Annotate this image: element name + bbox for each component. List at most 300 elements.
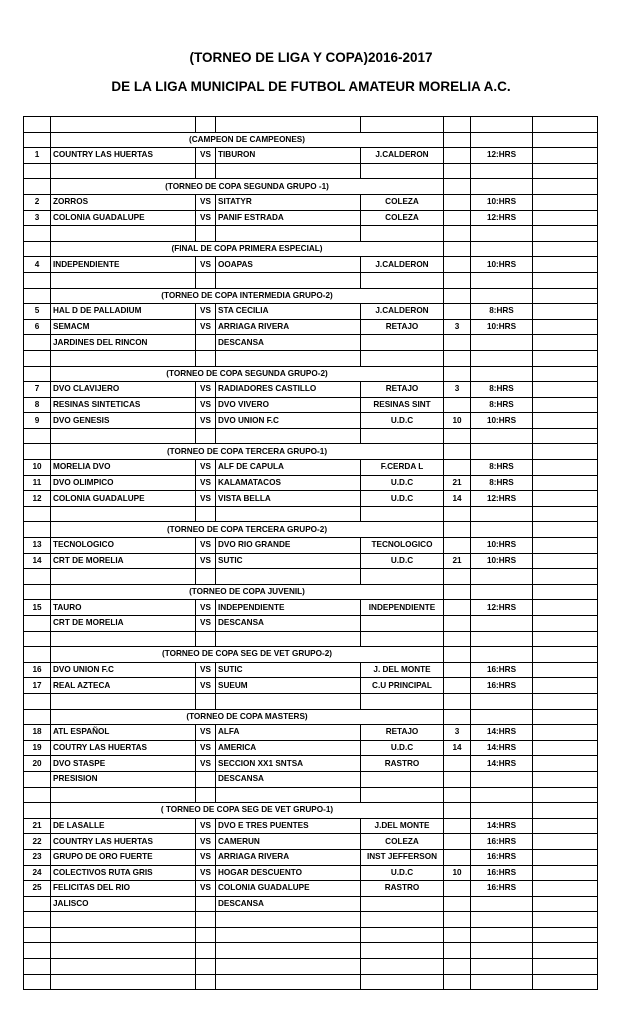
field-number: 21 (444, 475, 471, 491)
empty-cell (533, 257, 598, 273)
match-time: 16:HRS (471, 881, 533, 897)
venue-name: RESINAS SINT (361, 397, 444, 413)
home-team: REAL AZTECA (51, 678, 196, 694)
match-row (24, 600, 598, 616)
venue-name: U.D.C (361, 553, 444, 569)
vs-label: VS (196, 678, 216, 694)
match-row (24, 756, 598, 772)
match-row (24, 413, 598, 429)
match-time: 16:HRS (471, 834, 533, 850)
venue-name: TECNOLOGICO (361, 538, 444, 554)
empty-cell (444, 803, 471, 819)
empty-cell (533, 974, 598, 990)
empty-cell (533, 725, 598, 741)
field-number (444, 600, 471, 616)
empty-cell (216, 117, 361, 133)
match-time: 10:HRS (471, 319, 533, 335)
section-header-row (24, 132, 598, 148)
venue-name: RASTRO (361, 881, 444, 897)
venue-name: U.D.C (361, 740, 444, 756)
empty-cell (444, 444, 471, 460)
home-team: JARDINES DEL RINCON (51, 335, 196, 351)
empty-cell (216, 226, 361, 242)
away-team: ALF DE CAPULA (216, 460, 361, 476)
field-number (444, 616, 471, 632)
empty-cell (444, 912, 471, 928)
empty-cell (51, 163, 196, 179)
match-time: 16:HRS (471, 849, 533, 865)
section-header: ( TORNEO DE COPA SEG DE VET GRUPO-1) (51, 803, 444, 819)
empty-cell (444, 226, 471, 242)
venue-name: F.CERDA L (361, 460, 444, 476)
empty-cell (196, 163, 216, 179)
empty-cell (533, 616, 598, 632)
empty-cell (216, 974, 361, 990)
home-team: INDEPENDIENTE (51, 257, 196, 273)
home-team: JALISCO (51, 896, 196, 912)
home-team: ZORROS (51, 194, 196, 210)
document-title: (TORNEO DE LIGA Y COPA)2016-2017 (189, 50, 433, 65)
match-number (24, 771, 51, 787)
empty-cell (216, 506, 361, 522)
empty-cell (471, 132, 533, 148)
away-team: SITATYR (216, 194, 361, 210)
away-team: COLONIA GUADALUPE (216, 881, 361, 897)
section-header: (TORNEO DE COPA JUVENIL) (51, 584, 444, 600)
match-number (24, 616, 51, 632)
away-team: DESCANSA (216, 771, 361, 787)
home-team: SEMACM (51, 319, 196, 335)
empty-cell (533, 241, 598, 257)
venue-name: J.CALDERON (361, 304, 444, 320)
empty-cell (361, 350, 444, 366)
home-team: CRT DE MORELIA (51, 616, 196, 632)
empty-cell (51, 569, 196, 585)
match-number: 11 (24, 475, 51, 491)
empty-cell (471, 709, 533, 725)
away-team: DVO E TRES PUENTES (216, 818, 361, 834)
away-team: DVO RIO GRANDE (216, 538, 361, 554)
blank-row (24, 226, 598, 242)
home-team: CRT DE MORELIA (51, 553, 196, 569)
match-time: 16:HRS (471, 865, 533, 881)
match-number: 3 (24, 210, 51, 226)
empty-cell (24, 506, 51, 522)
empty-cell (471, 803, 533, 819)
home-team: PRESISION (51, 771, 196, 787)
away-team: SUEUM (216, 678, 361, 694)
empty-cell (361, 163, 444, 179)
field-number (444, 460, 471, 476)
empty-cell (24, 272, 51, 288)
match-number: 6 (24, 319, 51, 335)
venue-name: RETAJO (361, 319, 444, 335)
field-number (444, 756, 471, 772)
vs-label: VS (196, 397, 216, 413)
empty-cell (533, 818, 598, 834)
vs-label: VS (196, 210, 216, 226)
field-number (444, 849, 471, 865)
empty-cell (361, 974, 444, 990)
empty-cell (471, 288, 533, 304)
empty-cell (533, 272, 598, 288)
empty-cell (444, 350, 471, 366)
empty-cell (533, 756, 598, 772)
match-time (471, 896, 533, 912)
number-cell (24, 241, 51, 257)
empty-cell (196, 787, 216, 803)
blank-row (24, 787, 598, 803)
home-team: DVO GENESIS (51, 413, 196, 429)
field-number (444, 194, 471, 210)
match-time: 8:HRS (471, 304, 533, 320)
match-row (24, 771, 598, 787)
empty-cell (533, 959, 598, 975)
vs-label: VS (196, 616, 216, 632)
empty-cell (361, 428, 444, 444)
section-header: (TORNEO DE COPA SEG DE VET GRUPO-2) (51, 647, 444, 663)
empty-cell (444, 943, 471, 959)
empty-cell (24, 959, 51, 975)
match-row (24, 194, 598, 210)
empty-cell (533, 849, 598, 865)
section-header-row (24, 522, 598, 538)
document-subtitle: DE LA LIGA MUNICIPAL DE FUTBOL AMATEUR MORELIA A.C. (111, 79, 511, 94)
away-team: INDEPENDIENTE (216, 600, 361, 616)
section-header-row (24, 647, 598, 663)
match-number: 25 (24, 881, 51, 897)
empty-cell (533, 397, 598, 413)
section-header-row (24, 444, 598, 460)
home-team: HAL D DE PALLADIUM (51, 304, 196, 320)
away-team: SUTIC (216, 662, 361, 678)
home-team: DVO STASPE (51, 756, 196, 772)
home-team: DVO CLAVIJERO (51, 382, 196, 398)
empty-cell (444, 179, 471, 195)
empty-cell (196, 927, 216, 943)
empty-cell (361, 631, 444, 647)
empty-cell (361, 959, 444, 975)
empty-cell (51, 506, 196, 522)
number-cell (24, 709, 51, 725)
vs-label: VS (196, 475, 216, 491)
match-number: 19 (24, 740, 51, 756)
match-time: 10:HRS (471, 194, 533, 210)
away-team: CAMERUN (216, 834, 361, 850)
empty-cell (471, 506, 533, 522)
empty-cell (24, 943, 51, 959)
match-time: 10:HRS (471, 257, 533, 273)
empty-cell (533, 163, 598, 179)
section-header-row (24, 709, 598, 725)
match-number: 23 (24, 849, 51, 865)
home-team: ATL ESPAÑOL (51, 725, 196, 741)
empty-cell (51, 927, 196, 943)
empty-cell (196, 117, 216, 133)
match-time: 8:HRS (471, 382, 533, 398)
empty-cell (444, 132, 471, 148)
match-time: 14:HRS (471, 818, 533, 834)
match-number: 4 (24, 257, 51, 273)
match-row (24, 335, 598, 351)
match-row (24, 319, 598, 335)
empty-cell (533, 132, 598, 148)
empty-cell (24, 787, 51, 803)
vs-label: VS (196, 740, 216, 756)
vs-label: VS (196, 148, 216, 164)
away-team: RADIADORES CASTILLO (216, 382, 361, 398)
empty-cell (24, 693, 51, 709)
empty-cell (361, 272, 444, 288)
number-cell (24, 288, 51, 304)
empty-cell (444, 569, 471, 585)
match-number: 17 (24, 678, 51, 694)
vs-label: VS (196, 304, 216, 320)
vs-label: VS (196, 849, 216, 865)
field-number: 21 (444, 553, 471, 569)
home-team: COLECTIVOS RUTA GRIS (51, 865, 196, 881)
away-team: DESCANSA (216, 335, 361, 351)
blank-row (24, 506, 598, 522)
empty-cell (196, 693, 216, 709)
empty-cell (216, 943, 361, 959)
empty-cell (533, 288, 598, 304)
empty-cell (444, 647, 471, 663)
empty-cell (471, 117, 533, 133)
home-team: COUNTRY LAS HUERTAS (51, 834, 196, 850)
blank-row (24, 569, 598, 585)
venue-name (361, 616, 444, 632)
empty-cell (471, 428, 533, 444)
field-number (444, 881, 471, 897)
empty-cell (533, 350, 598, 366)
empty-cell (533, 304, 598, 320)
empty-cell (533, 631, 598, 647)
empty-cell (471, 444, 533, 460)
number-cell (24, 522, 51, 538)
blank-row (24, 350, 598, 366)
vs-label: VS (196, 662, 216, 678)
empty-cell (533, 584, 598, 600)
empty-cell (533, 912, 598, 928)
section-header-row (24, 366, 598, 382)
match-number: 7 (24, 382, 51, 398)
vs-label: VS (196, 600, 216, 616)
empty-cell (533, 927, 598, 943)
venue-name (361, 896, 444, 912)
field-number (444, 304, 471, 320)
empty-cell (533, 787, 598, 803)
empty-cell (471, 912, 533, 928)
match-number: 10 (24, 460, 51, 476)
empty-cell (533, 117, 598, 133)
section-header: (TORNEO DE COPA SEGUNDA GRUPO -1) (51, 179, 444, 195)
empty-cell (533, 444, 598, 460)
home-team: DE LASALLE (51, 818, 196, 834)
field-number (444, 678, 471, 694)
section-header: (TORNEO DE COPA SEGUNDA GRUPO-2) (51, 366, 444, 382)
match-row (24, 397, 598, 413)
match-time: 10:HRS (471, 413, 533, 429)
match-row (24, 304, 598, 320)
home-team: COLONIA GUADALUPE (51, 210, 196, 226)
venue-name: INDEPENDIENTE (361, 600, 444, 616)
match-row (24, 460, 598, 476)
empty-cell (533, 226, 598, 242)
home-team: COUTRY LAS HUERTAS (51, 740, 196, 756)
empty-cell (471, 179, 533, 195)
away-team: DESCANSA (216, 616, 361, 632)
venue-name: J.CALDERON (361, 148, 444, 164)
venue-name: J.DEL MONTE (361, 818, 444, 834)
empty-cell (24, 117, 51, 133)
field-number: 10 (444, 413, 471, 429)
empty-cell (51, 272, 196, 288)
away-team: AMERICA (216, 740, 361, 756)
vs-label: VS (196, 538, 216, 554)
empty-cell (471, 241, 533, 257)
match-row (24, 834, 598, 850)
vs-label (196, 335, 216, 351)
section-header: (TORNEO DE COPA MASTERS) (51, 709, 444, 725)
match-time: 14:HRS (471, 740, 533, 756)
empty-cell (533, 428, 598, 444)
match-time: 16:HRS (471, 662, 533, 678)
match-row (24, 616, 598, 632)
home-team: DVO UNION F.C (51, 662, 196, 678)
empty-cell (533, 413, 598, 429)
home-team: DVO OLIMPICO (51, 475, 196, 491)
empty-cell (471, 927, 533, 943)
match-row (24, 148, 598, 164)
empty-cell (533, 600, 598, 616)
number-cell (24, 647, 51, 663)
empty-cell (533, 382, 598, 398)
match-time: 8:HRS (471, 475, 533, 491)
match-time: 12:HRS (471, 148, 533, 164)
empty-cell (444, 631, 471, 647)
section-header-row (24, 241, 598, 257)
field-number (444, 834, 471, 850)
empty-cell (444, 288, 471, 304)
home-team: MORELIA DVO (51, 460, 196, 476)
match-row (24, 257, 598, 273)
number-cell (24, 584, 51, 600)
empty-cell (196, 350, 216, 366)
away-team: SECCION XX1 SNTSA (216, 756, 361, 772)
empty-cell (216, 350, 361, 366)
number-cell (24, 132, 51, 148)
empty-cell (51, 787, 196, 803)
number-cell (24, 444, 51, 460)
field-number (444, 210, 471, 226)
match-row (24, 538, 598, 554)
empty-cell (51, 943, 196, 959)
blank-row (24, 428, 598, 444)
empty-cell (51, 226, 196, 242)
venue-name (361, 771, 444, 787)
home-team: TAURO (51, 600, 196, 616)
blank-row (24, 927, 598, 943)
away-team: ALFA (216, 725, 361, 741)
empty-cell (216, 787, 361, 803)
empty-cell (471, 272, 533, 288)
empty-cell (216, 631, 361, 647)
empty-cell (444, 584, 471, 600)
empty-cell (361, 117, 444, 133)
venue-name: J.CALDERON (361, 257, 444, 273)
venue-name: RETAJO (361, 725, 444, 741)
empty-cell (444, 117, 471, 133)
field-number (444, 257, 471, 273)
field-number: 10 (444, 865, 471, 881)
empty-cell (471, 522, 533, 538)
away-team: STA CECILIA (216, 304, 361, 320)
empty-cell (533, 647, 598, 663)
empty-cell (196, 631, 216, 647)
blank-row (24, 912, 598, 928)
vs-label: VS (196, 756, 216, 772)
match-time (471, 335, 533, 351)
match-time: 12:HRS (471, 210, 533, 226)
match-number (24, 896, 51, 912)
field-number (444, 397, 471, 413)
field-number: 3 (444, 319, 471, 335)
away-team: DESCANSA (216, 896, 361, 912)
away-team: OOAPAS (216, 257, 361, 273)
empty-cell (51, 350, 196, 366)
field-number: 3 (444, 725, 471, 741)
vs-label: VS (196, 382, 216, 398)
match-number: 5 (24, 304, 51, 320)
empty-cell (471, 974, 533, 990)
section-header-row (24, 584, 598, 600)
empty-cell (533, 693, 598, 709)
match-number: 12 (24, 491, 51, 507)
empty-cell (196, 272, 216, 288)
field-number (444, 771, 471, 787)
empty-cell (51, 974, 196, 990)
match-number: 21 (24, 818, 51, 834)
match-row (24, 382, 598, 398)
field-number (444, 896, 471, 912)
match-time: 12:HRS (471, 491, 533, 507)
empty-cell (51, 959, 196, 975)
blank-row (24, 272, 598, 288)
away-team: TIBURON (216, 148, 361, 164)
empty-cell (533, 506, 598, 522)
empty-cell (444, 709, 471, 725)
away-team: KALAMATACOS (216, 475, 361, 491)
venue-name: U.D.C (361, 865, 444, 881)
venue-name: C.U PRINCIPAL (361, 678, 444, 694)
empty-cell (471, 350, 533, 366)
venue-name: COLEZA (361, 834, 444, 850)
empty-cell (51, 117, 196, 133)
match-row (24, 678, 598, 694)
section-header-row (24, 803, 598, 819)
venue-name: U.D.C (361, 413, 444, 429)
away-team: HOGAR DESCUENTO (216, 865, 361, 881)
empty-cell (361, 927, 444, 943)
match-row (24, 865, 598, 881)
section-header: (TORNEO DE COPA TERCERA GRUPO-1) (51, 444, 444, 460)
empty-cell (196, 974, 216, 990)
empty-cell (533, 522, 598, 538)
blank-row (24, 693, 598, 709)
empty-cell (533, 491, 598, 507)
empty-cell (533, 569, 598, 585)
